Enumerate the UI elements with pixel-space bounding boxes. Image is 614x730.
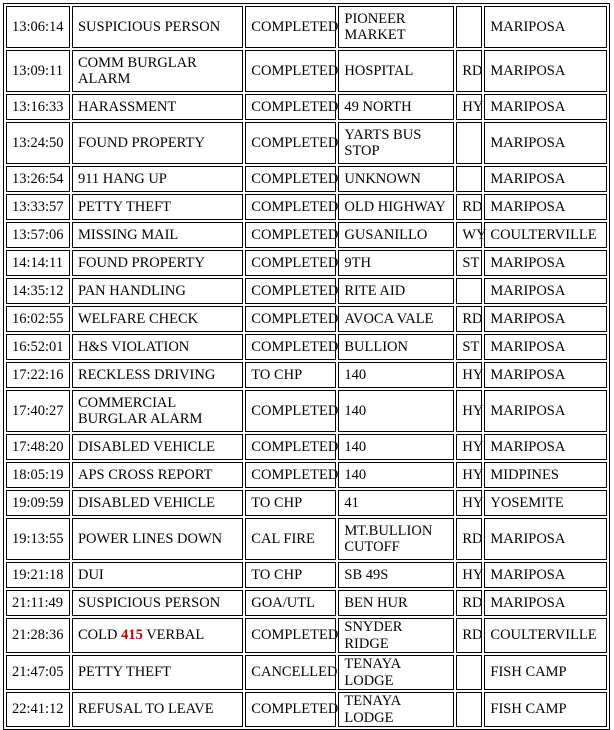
table-row — [6, 94, 607, 120]
incident-log-body — [6, 6, 607, 727]
time-cell: 21:28:36 — [6, 618, 70, 653]
time-cell: 21:11:49 — [6, 590, 70, 616]
table-row — [6, 590, 607, 616]
city-cell: MARIPOSA — [484, 166, 607, 192]
call-type-cell: RECKLESS DRIVING — [72, 362, 243, 388]
table-row — [6, 434, 607, 460]
location-cell: RITE AID — [338, 278, 454, 304]
call-type-cell — [72, 618, 243, 653]
table-row — [6, 362, 607, 388]
location-cell: SNYDER RIDGE — [338, 618, 454, 653]
street-suffix-cell: RD — [456, 50, 482, 92]
city-cell: MARIPOSA — [484, 94, 607, 120]
time-cell: 19:13:55 — [6, 518, 70, 560]
call-type-cell: DISABLED VEHICLE — [72, 434, 243, 460]
table-row — [6, 50, 607, 92]
call-type-cell: FOUND PROPERTY — [72, 250, 243, 276]
call-type-cell: SUSPICIOUS PERSON — [72, 590, 243, 616]
time-cell: 13:57:06 — [6, 222, 70, 248]
time-cell: 16:52:01 — [6, 334, 70, 360]
street-suffix-cell: HY — [456, 434, 482, 460]
call-type-cell: APS CROSS REPORT — [72, 462, 243, 488]
status-cell: COMPLETED — [245, 222, 336, 248]
time-cell: 13:06:14 — [6, 6, 70, 48]
city-cell: MARIPOSA — [484, 6, 607, 48]
call-type-cell: MISSING MAIL — [72, 222, 243, 248]
street-suffix-cell — [456, 6, 482, 48]
status-cell: COMPLETED — [245, 194, 336, 220]
time-cell: 13:24:50 — [6, 122, 70, 164]
street-suffix-cell: RD — [456, 518, 482, 560]
location-cell: BEN HUR — [338, 590, 454, 616]
status-cell: CAL FIRE — [245, 518, 336, 560]
table-row — [6, 618, 607, 653]
location-cell: TENAYA LODGE — [338, 692, 454, 727]
call-type-cell: PETTY THEFT — [72, 194, 243, 220]
city-cell: MARIPOSA — [484, 518, 607, 560]
location-cell: OLD HIGHWAY — [338, 194, 454, 220]
street-suffix-cell: HY — [456, 390, 482, 432]
time-cell: 16:02:55 — [6, 306, 70, 332]
city-cell: MARIPOSA — [484, 434, 607, 460]
call-type-cell: DUI — [72, 562, 243, 588]
time-cell: 17:22:16 — [6, 362, 70, 388]
city-cell: FISH CAMP — [484, 655, 607, 690]
location-cell: 140 — [338, 362, 454, 388]
street-suffix-cell — [456, 692, 482, 727]
table-row — [6, 166, 607, 192]
table-row — [6, 390, 607, 432]
status-cell: TO CHP — [245, 562, 336, 588]
table-row — [6, 122, 607, 164]
street-suffix-cell — [456, 278, 482, 304]
call-type-cell: COMM BURGLAR ALARM — [72, 50, 243, 92]
location-cell: MT.BULLION CUTOFF — [338, 518, 454, 560]
status-cell: COMPLETED — [245, 50, 336, 92]
street-suffix-cell: HY — [456, 362, 482, 388]
table-row — [6, 334, 607, 360]
location-cell: 41 — [338, 490, 454, 516]
table-row — [6, 692, 607, 727]
table-row — [6, 222, 607, 248]
time-cell: 17:48:20 — [6, 434, 70, 460]
call-type-cell: COMMERCIAL BURGLAR ALARM — [72, 390, 243, 432]
call-type-cell: WELFARE CHECK — [72, 306, 243, 332]
street-suffix-cell: HY — [456, 490, 482, 516]
call-type-cell: REFUSAL TO LEAVE — [72, 692, 243, 727]
call-type-cell: 911 HANG UP — [72, 166, 243, 192]
time-cell: 13:09:11 — [6, 50, 70, 92]
status-cell: COMPLETED — [245, 278, 336, 304]
time-cell: 19:09:59 — [6, 490, 70, 516]
location-cell: GUSANILLO — [338, 222, 454, 248]
call-type-cell: H&S VIOLATION — [72, 334, 243, 360]
status-cell: COMPLETED — [245, 334, 336, 360]
call-type-cell: DISABLED VEHICLE — [72, 490, 243, 516]
table-row — [6, 250, 607, 276]
location-cell: YARTS BUS STOP — [338, 122, 454, 164]
status-cell: TO CHP — [245, 490, 336, 516]
call-type-cell: SUSPICIOUS PERSON — [72, 6, 243, 48]
city-cell: COULTERVILLE — [484, 222, 607, 248]
street-suffix-cell — [456, 655, 482, 690]
city-cell: MARIPOSA — [484, 390, 607, 432]
table-row — [6, 306, 607, 332]
call-type-cell: POWER LINES DOWN — [72, 518, 243, 560]
location-cell: 140 — [338, 434, 454, 460]
time-cell: 21:47:05 — [6, 655, 70, 690]
location-cell: 140 — [338, 390, 454, 432]
call-type-cell: FOUND PROPERTY — [72, 122, 243, 164]
street-suffix-cell: RD — [456, 618, 482, 653]
time-cell: 13:33:57 — [6, 194, 70, 220]
status-cell: COMPLETED — [245, 390, 336, 432]
status-cell: COMPLETED — [245, 306, 336, 332]
location-cell: 140 — [338, 462, 454, 488]
status-cell: TO CHP — [245, 362, 336, 388]
time-cell: 13:16:33 — [6, 94, 70, 120]
time-cell: 18:05:19 — [6, 462, 70, 488]
table-row — [6, 194, 607, 220]
location-cell: 9TH — [338, 250, 454, 276]
table-row — [6, 6, 607, 48]
status-cell: COMPLETED — [245, 250, 336, 276]
table-row — [6, 278, 607, 304]
table-row — [6, 655, 607, 690]
status-cell: COMPLETED — [245, 166, 336, 192]
city-cell: MIDPINES — [484, 462, 607, 488]
street-suffix-cell: HY — [456, 562, 482, 588]
call-type-cell: PAN HANDLING — [72, 278, 243, 304]
street-suffix-cell: HY — [456, 462, 482, 488]
table-row — [6, 462, 607, 488]
city-cell: MARIPOSA — [484, 334, 607, 360]
location-cell: HOSPITAL — [338, 50, 454, 92]
location-cell: SB 49S — [338, 562, 454, 588]
status-cell: COMPLETED — [245, 122, 336, 164]
table-row — [6, 562, 607, 588]
status-cell: COMPLETED — [245, 618, 336, 653]
location-cell: TENAYA LODGE — [338, 655, 454, 690]
call-type-cell: HARASSMENT — [72, 94, 243, 120]
status-cell: CANCELLED — [245, 655, 336, 690]
time-cell: 14:14:11 — [6, 250, 70, 276]
incident-log-table — [3, 3, 610, 730]
city-cell: FISH CAMP — [484, 692, 607, 727]
table-row — [6, 490, 607, 516]
city-cell: MARIPOSA — [484, 194, 607, 220]
city-cell: COULTERVILLE — [484, 618, 607, 653]
status-cell: COMPLETED — [245, 462, 336, 488]
location-cell: AVOCA VALE — [338, 306, 454, 332]
street-suffix-cell: HY — [456, 94, 482, 120]
city-cell: MARIPOSA — [484, 278, 607, 304]
status-cell: GOA/UTL — [245, 590, 336, 616]
time-cell: 13:26:54 — [6, 166, 70, 192]
location-cell: BULLION — [338, 334, 454, 360]
city-cell: MARIPOSA — [484, 362, 607, 388]
street-suffix-cell — [456, 166, 482, 192]
time-cell: 17:40:27 — [6, 390, 70, 432]
page-edge-mark — [3, 672, 4, 679]
city-cell: MARIPOSA — [484, 590, 607, 616]
street-suffix-cell: WY — [456, 222, 482, 248]
city-cell: YOSEMITE — [484, 490, 607, 516]
city-cell: MARIPOSA — [484, 50, 607, 92]
location-cell: 49 NORTH — [338, 94, 454, 120]
status-cell: COMPLETED — [245, 434, 336, 460]
city-cell: MARIPOSA — [484, 562, 607, 588]
street-suffix-cell: ST — [456, 250, 482, 276]
location-cell: PIONEER MARKET — [338, 6, 454, 48]
time-cell: 22:41:12 — [6, 692, 70, 727]
table-row — [6, 518, 607, 560]
call-type-cell: PETTY THEFT — [72, 655, 243, 690]
status-cell: COMPLETED — [245, 6, 336, 48]
time-cell: 14:35:12 — [6, 278, 70, 304]
call-type-text: COLD — [77, 627, 122, 644]
street-suffix-cell: ST — [456, 334, 482, 360]
city-cell: MARIPOSA — [484, 250, 607, 276]
city-cell: MARIPOSA — [484, 306, 607, 332]
street-suffix-cell: RD — [456, 194, 482, 220]
time-cell: 19:21:18 — [6, 562, 70, 588]
status-cell: COMPLETED — [245, 94, 336, 120]
street-suffix-cell: RD — [456, 306, 482, 332]
city-cell: MARIPOSA — [484, 122, 607, 164]
location-cell: UNKNOWN — [338, 166, 454, 192]
street-suffix-cell: RD — [456, 590, 482, 616]
street-suffix-cell — [456, 122, 482, 164]
highlighted-code: 415 — [121, 627, 143, 644]
call-type-text: VERBAL — [142, 627, 205, 644]
status-cell: COMPLETED — [245, 692, 336, 727]
